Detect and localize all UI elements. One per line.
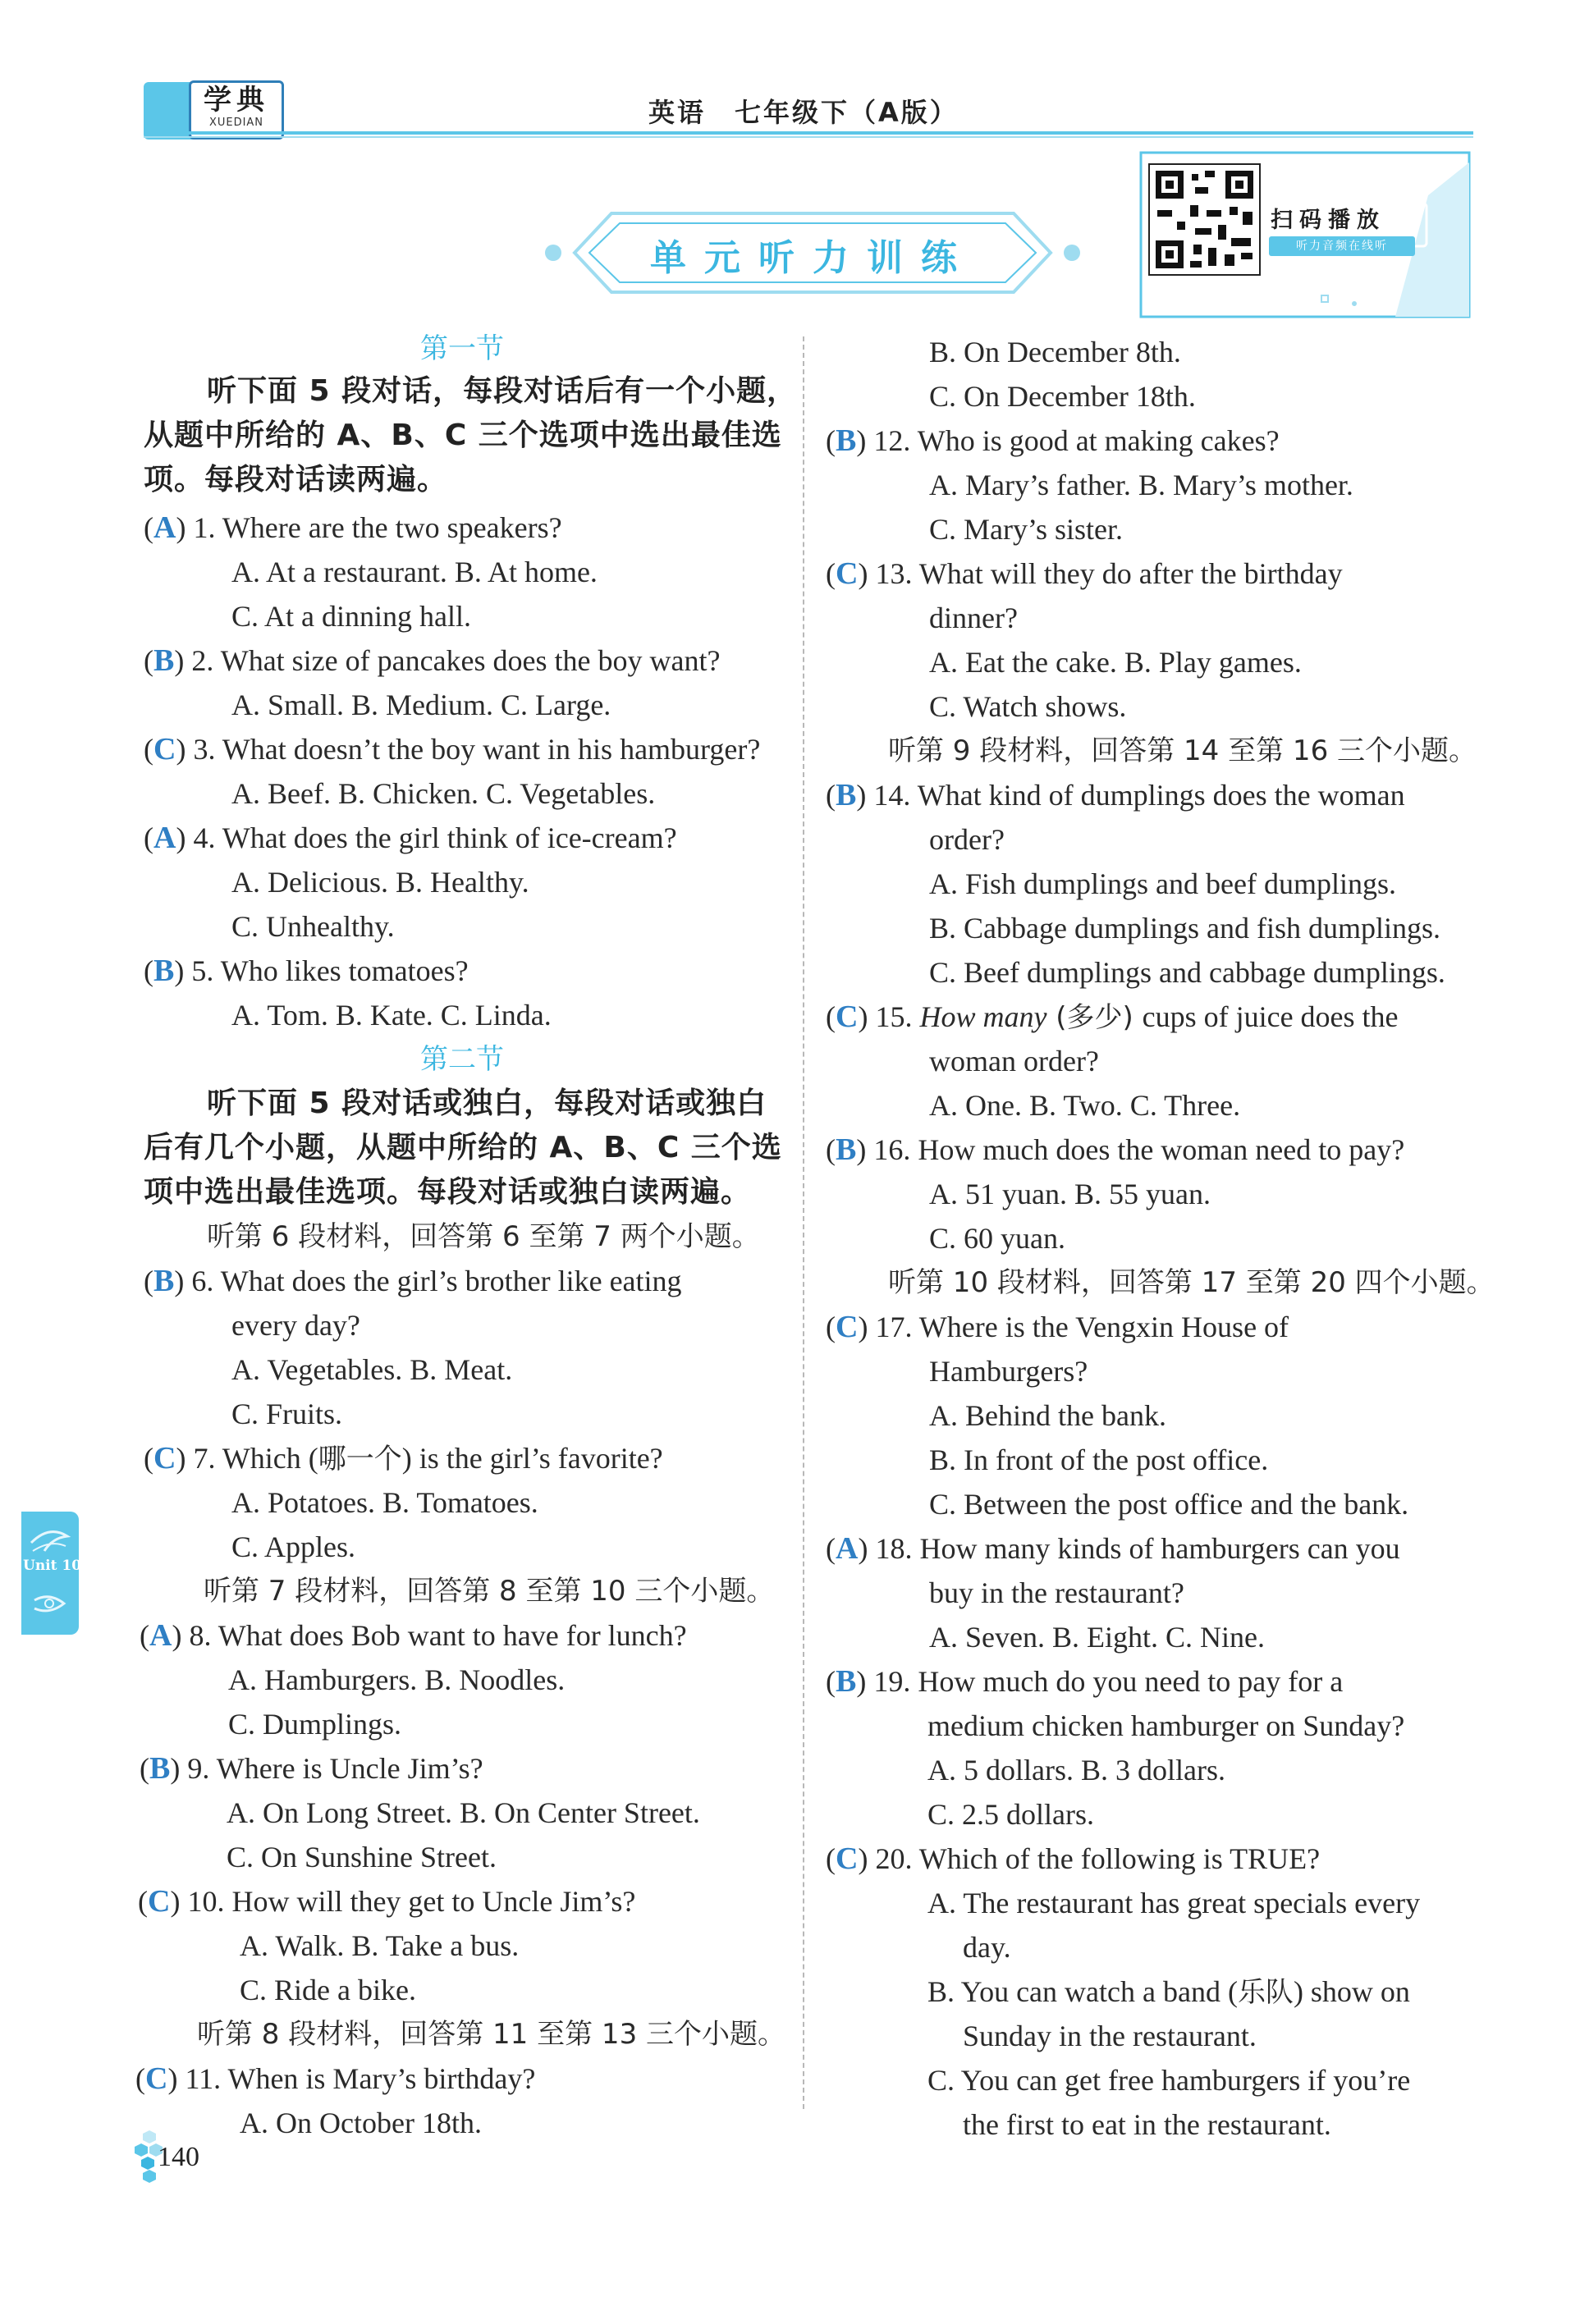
answer-20: C <box>836 1841 859 1876</box>
question-19-continuation: medium chicken hamburger on Sunday? <box>927 1709 1405 1742</box>
page-number: 140 <box>158 2142 199 2172</box>
section-1-instruction-line-3: 项。每段对话读两遍。 <box>144 463 448 496</box>
question-14-continuation: order? <box>929 823 1005 856</box>
question-20-option-b-text-b: ) show on <box>1293 1975 1410 2008</box>
question-5-options: A. Tom. B. Kate. C. Linda. <box>231 999 552 1032</box>
answer-4: A <box>153 821 176 855</box>
book-title: 英语 七年级下（A版） <box>648 97 959 128</box>
question-8-options-ab: A. Hamburgers. B. Noodles. <box>228 1663 566 1696</box>
question-9-text: 9. Where is Uncle Jim’s? <box>180 1752 483 1785</box>
answer-1: A <box>153 510 176 545</box>
question-9: (B) 9. Where is Uncle Jim’s? <box>140 1751 483 1786</box>
question-15-continuation: woman order? <box>929 1045 1099 1077</box>
answer-6: B <box>153 1264 175 1298</box>
question-10-options-ab: A. Walk. B. Take a bus. <box>240 1929 520 1962</box>
question-8: (A) 8. What does Bob want to have for lunch? <box>140 1618 687 1653</box>
section-1-instruction-line-1: 听下面 5 段对话，每段对话后有一个小题， <box>207 374 798 408</box>
question-17-option-b: B. In front of the post office. <box>929 1443 1269 1476</box>
question-1-text: 1. Where are the two speakers? <box>185 511 562 544</box>
segment-10-instruction: 听第 10 段材料，回答第 17 至第 20 四个小题。 <box>888 1266 1495 1299</box>
question-9-option-c: C. On Sunshine Street. <box>227 1841 497 1873</box>
answer-10: C <box>148 1884 171 1919</box>
question-16-options-ab: A. 51 yuan. B. 55 yuan. <box>929 1178 1211 1210</box>
question-16-option-c: C. 60 yuan. <box>929 1222 1065 1255</box>
question-12-text: 12. Who is good at making cakes? <box>866 424 1280 457</box>
question-5: (B) 5. Who likes tomatoes? <box>144 954 469 988</box>
question-3-options: A. Beef. B. Chicken. C. Vegetables. <box>231 777 656 810</box>
question-19: (B) 19. How much do you need to pay for a <box>826 1664 1344 1699</box>
question-14-text: 14. What kind of dumplings does the woman <box>866 779 1405 812</box>
question-14-option-a: A. Fish dumplings and beef dumplings. <box>929 867 1396 900</box>
answer-3: C <box>153 732 176 766</box>
question-6-options-ab: A. Vegetables. B. Meat. <box>231 1353 513 1386</box>
section-1-instruction-line-2: 从题中所给的 A、B、C 三个选项中选出最佳选 <box>144 419 782 452</box>
segment-9-instruction: 听第 9 段材料，回答第 14 至第 16 三个小题。 <box>888 734 1477 767</box>
question-6-continuation: every day? <box>231 1309 360 1342</box>
question-1: (A) 1. Where are the two speakers? <box>144 510 562 545</box>
question-15-phrase: How many <box>919 1000 1047 1033</box>
question-15-gloss: (多少) <box>1046 1001 1143 1034</box>
question-11: (C) 11. When is Mary’s birthday? <box>135 2061 536 2096</box>
section-2-instruction-line-1: 听下面 5 段对话或独白，每段对话或独白 <box>207 1087 767 1120</box>
question-20-option-b-text-a: B. You can watch a band ( <box>927 1975 1238 2008</box>
question-14: (B) 14. What kind of dumplings does the woman <box>826 778 1405 812</box>
question-18-text: 18. How many kinds of hamburgers can you <box>868 1532 1400 1565</box>
question-7-option-c: C. Apples. <box>231 1530 356 1563</box>
question-15: (C) 15. How many (多少) cups of juice does the <box>826 1000 1399 1034</box>
question-17: (C) 17. Where is the Vengxin House of <box>826 1310 1289 1344</box>
section-2-instruction-line-3: 项中选出最佳选项。每段对话或独白读两遍。 <box>144 1175 752 1209</box>
question-11-option-a: A. On October 18th. <box>240 2107 482 2139</box>
answer-13: C <box>836 556 859 591</box>
question-16: (B) 16. How much does the woman need to pay? <box>826 1132 1405 1167</box>
answer-7: C <box>153 1441 176 1475</box>
question-6: (B) 6. What does the girl’s brother like eating <box>144 1264 682 1298</box>
question-20-option-a-line-2: day. <box>963 1931 1011 1964</box>
question-8-option-c: C. Dumplings. <box>228 1708 402 1741</box>
question-11-text: 11. When is Mary’s birthday? <box>177 2062 536 2095</box>
question-4-text: 4. What does the girl think of ice-cream? <box>185 821 677 854</box>
section-2-instruction-line-2: 后有几个小题，从题中所给的 A、B、C 三个选 <box>144 1131 782 1164</box>
question-10-text: 10. How will they get to Uncle Jim’s? <box>180 1885 636 1918</box>
question-7-options-ab: A. Potatoes. B. Tomatoes. <box>231 1486 538 1519</box>
question-3-text: 3. What doesn’t the boy want in his hamburger? <box>185 733 761 766</box>
question-17-text: 17. Where is the Vengxin House of <box>868 1311 1289 1343</box>
answer-8: A <box>149 1618 172 1653</box>
logo-chinese-text: 学典 <box>204 84 269 117</box>
question-15-number: 15. <box>868 1000 920 1033</box>
answer-17: C <box>836 1310 859 1344</box>
question-18-continuation: buy in the restaurant? <box>929 1576 1184 1609</box>
question-18: (A) 18. How many kinds of hamburgers can you <box>826 1531 1400 1566</box>
question-7-text-b: ) is the girl’s favorite? <box>401 1442 663 1475</box>
question-14-option-b: B. Cabbage dumplings and fish dumplings. <box>929 912 1440 945</box>
question-4: (A) 4. What does the girl think of ice-cream? <box>144 821 677 855</box>
question-17-option-a: A. Behind the bank. <box>929 1399 1166 1432</box>
question-13-continuation: dinner? <box>929 602 1018 634</box>
question-16-text: 16. How much does the woman need to pay? <box>866 1133 1405 1166</box>
question-19-options-ab: A. 5 dollars. B. 3 dollars. <box>927 1754 1225 1786</box>
question-12-options-ab: A. Mary’s father. B. Mary’s mother. <box>929 469 1353 501</box>
question-4-option-c: C. Unhealthy. <box>231 910 395 943</box>
answer-15: C <box>836 1000 859 1034</box>
answer-19: B <box>836 1664 857 1699</box>
question-17-option-c: C. Between the post office and the bank. <box>929 1488 1409 1521</box>
column-divider <box>803 336 804 2109</box>
question-14-option-c: C. Beef dumplings and cabbage dumplings. <box>929 956 1445 989</box>
question-4-options-ab: A. Delicious. B. Healthy. <box>231 866 529 899</box>
question-20-option-a-line-1: A. The restaurant has great specials every <box>927 1887 1421 1919</box>
question-5-text: 5. Who likes tomatoes? <box>184 954 469 987</box>
question-13-option-c: C. Watch shows. <box>929 690 1127 723</box>
segment-7-instruction: 听第 7 段材料，回答第 8 至第 10 三个小题。 <box>204 1575 775 1608</box>
question-19-text: 19. How much do you need to pay for a <box>866 1665 1344 1698</box>
question-18-options: A. Seven. B. Eight. C. Nine. <box>929 1621 1265 1654</box>
question-15-options: A. One. B. Two. C. Three. <box>929 1089 1241 1122</box>
unit-side-tab-label: Unit 10 <box>23 1558 82 1574</box>
question-6-option-c: C. Fruits. <box>231 1398 343 1430</box>
question-20-option-b-line-2: Sunday in the restaurant. <box>963 2020 1257 2052</box>
question-9-options-ab: A. On Long Street. B. On Center Street. <box>227 1796 700 1829</box>
qr-scan-label: 扫码播放 <box>1271 208 1385 233</box>
question-6-text: 6. What does the girl’s brother like eating <box>184 1265 682 1297</box>
question-7: (C) 7. Which (哪一个) is the girl’s favorite? <box>144 1441 663 1475</box>
question-1-options-ab: A. At a restaurant. B. At home. <box>231 556 598 588</box>
qr-sub-label: 听力音频在线听 <box>1269 236 1415 256</box>
answer-12: B <box>836 423 857 458</box>
section-banner-title: 单元听力训练 <box>650 237 975 279</box>
answer-18: A <box>836 1531 859 1566</box>
question-20-option-b-line-1 <box>927 1971 1477 2012</box>
question-13-text: 13. What will they do after the birthday <box>868 557 1343 590</box>
section-1-title: 第一节 <box>420 332 504 365</box>
answer-16: B <box>836 1132 857 1167</box>
question-20-option-c-line-1: C. You can get free hamburgers if you’re <box>927 2064 1411 2097</box>
segment-6-instruction: 听第 6 段材料，回答第 6 至第 7 两个小题。 <box>207 1220 760 1253</box>
answer-14: B <box>836 778 857 812</box>
question-12: (B) 12. Who is good at making cakes? <box>826 423 1280 458</box>
question-7-text-a: 7. Which ( <box>185 1442 318 1475</box>
header-rule <box>144 131 1473 135</box>
question-12-option-c: C. Mary’s sister. <box>929 513 1124 546</box>
question-2: (B) 2. What size of pancakes does the boy want? <box>144 643 721 678</box>
question-11-option-c: C. On December 18th. <box>929 380 1196 413</box>
section-2-title: 第二节 <box>420 1043 504 1076</box>
question-15-text: cups of juice does the <box>1142 1000 1399 1033</box>
answer-11: C <box>145 2061 168 2096</box>
question-11-option-b: B. On December 8th. <box>929 336 1181 368</box>
question-3: (C) 3. What doesn’t the boy want in his hamburger? <box>144 732 761 766</box>
question-20-text: 20. Which of the following is TRUE? <box>868 1842 1321 1875</box>
header-rule-thin <box>144 136 1473 138</box>
question-1-option-c: C. At a dinning hall. <box>231 600 471 633</box>
answer-5: B <box>153 954 175 988</box>
question-10-option-c: C. Ride a bike. <box>240 1974 416 2006</box>
question-20: (C) 20. Which of the following is TRUE? <box>826 1841 1321 1876</box>
question-8-text: 8. What does Bob want to have for lunch? <box>181 1619 687 1652</box>
answer-9: B <box>149 1751 171 1786</box>
question-20-option-b-gloss: 乐队 <box>1237 1976 1294 2009</box>
segment-8-instruction: 听第 8 段材料，回答第 11 至第 13 三个小题。 <box>197 2018 786 2051</box>
question-17-continuation: Hamburgers? <box>929 1355 1088 1388</box>
question-20-option-c-line-2: the first to eat in the restaurant. <box>963 2108 1331 2141</box>
question-13: (C) 13. What will they do after the birthday <box>826 556 1343 591</box>
question-2-text: 2. What size of pancakes does the boy want? <box>184 644 721 677</box>
question-13-options-ab: A. Eat the cake. B. Play games. <box>929 646 1302 679</box>
question-10: (C) 10. How will they get to Uncle Jim’s? <box>138 1884 636 1919</box>
question-2-options: A. Small. B. Medium. C. Large. <box>231 689 611 721</box>
question-7-gloss: 哪一个 <box>318 1443 402 1475</box>
answer-2: B <box>153 643 175 678</box>
question-19-option-c: C. 2.5 dollars. <box>927 1798 1094 1831</box>
logo-english-text: XUEDIAN <box>208 117 264 129</box>
